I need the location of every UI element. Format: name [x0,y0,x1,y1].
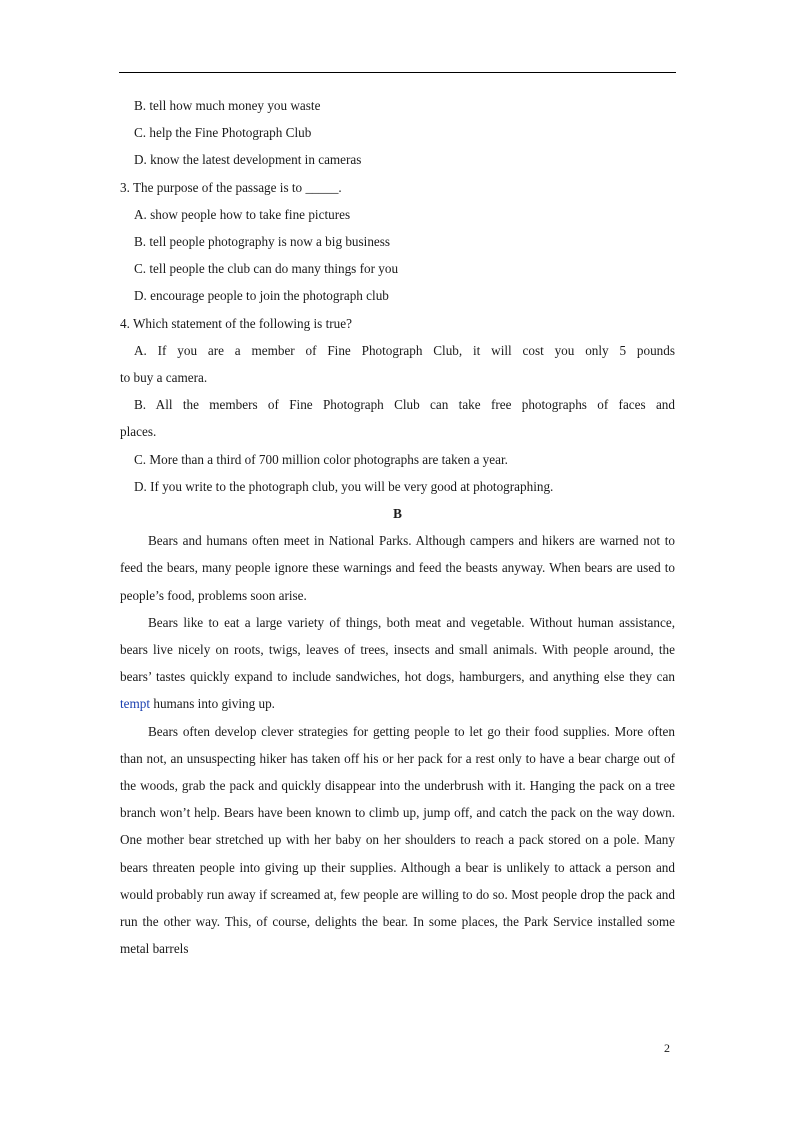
paragraph-2 [120,609,675,718]
q4-stem: 4. Which statement of the following is true? [120,315,352,331]
page-content [120,92,675,963]
section-heading: B [393,506,402,522]
paragraph-2-text-before: Bears like to eat a large variety of things, both meat and vegetable. Without human assistance, bears live nicely on roots, twigs, leaves of trees, insects and small animals. With people around, the bears’ tastes quickly expand to include sandwiches, hot dogs, hamburgers, and anything else they can [120,614,675,685]
q2-option-b: B. tell how much money you waste [134,98,321,113]
header-rule [119,72,676,73]
q2-option-d: D. know the latest development in cameras [134,152,362,168]
q3-option-c: C. tell people the club can do many things for you [134,261,399,277]
q4-option-b-line2: places. [120,424,157,440]
paragraph-1: Bears and humans often meet in National Parks. Although campers and hikers are warned not to feed the bears, many people ignore these warnings and feed the beasts anyway. When bears are used to people’s food, problems soon arise. [120,533,675,603]
paragraph-2-text-after: humans into giving up. [150,696,275,712]
q3-option-d: D. encourage people to join the photograph club [134,288,389,304]
q4-option-a-line2: to buy a camera. [120,370,208,386]
q4-option-c: C. More than a third of 700 million color photographs are taken a year. [134,451,508,467]
q4-option-b-line1: B. All the members of Fine Photograph Club can take free photographs of faces and [134,397,675,413]
page-number: 2 [664,1041,670,1055]
q3-option-b: B. tell people photography is now a big business [134,234,391,250]
q4-option-a-line1: A. If you are a member of Fine Photograph Club, it will cost you only 5 pounds [134,342,675,358]
q3-option-a: A. show people how to take fine pictures [134,206,351,222]
q4-option-d: D. If you write to the photograph club, you will be very good at photographing. [134,478,554,494]
q2-option-c: C. help the Fine Photograph Club [134,125,312,141]
paragraph-3: Bears often develop clever strategies for getting people to let go their food supplies. More often than not, an unsuspecting hiker has taken off his or her pack for a rest only to have a bear charge out of the woods, grab the pack and quickly disappear into the underbrush with it. Hanging the pack on a tree branch won’t help. Bears have been known to climb up, jump off, and catch the pack on the way down. One mother bear stretched up with her baby on her shoulders to reach a pack stored on a pole. Many bears threaten people into giving up their supplies. Although a bear is unlikely to attack a person and would probably run away if screamed at, few people are willing to do so. Most people drop the pack and run the other way. This, of course, delights the bear. In some places, the Park Service installed some metal barrels [120,723,675,957]
q3-stem: 3. The purpose of the passage is to _____. [120,179,342,195]
highlighted-word: tempt [120,696,151,712]
